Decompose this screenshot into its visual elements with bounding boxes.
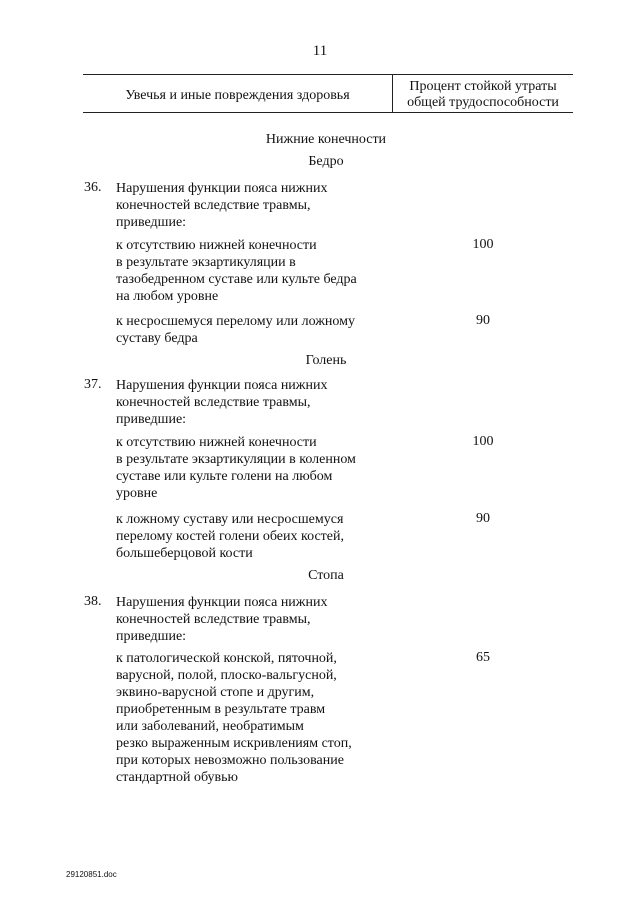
text-line: к отсутствию нижней конечности [116,435,317,450]
item-36-subitem-1 [116,237,396,305]
item-37-subitem-2 [116,511,396,562]
text-line: суставу бедра [116,331,198,346]
text-line: перелому костей голени обеих костей, [116,529,344,544]
text-line: уровне [116,486,158,501]
item-37-subitem-1-percent: 100 [472,434,494,449]
text-line: стандартной обувью [116,770,239,785]
item-37-text [116,377,396,428]
item-number-38: 38. [84,594,102,609]
item-number-37: 37. [84,377,102,392]
text-line: приведшие: [116,412,187,427]
item-36-subitem-2 [116,313,396,347]
item-36-subitem-1-percent: 100 [472,237,494,252]
text-line: к отсутствию нижней конечности [116,238,317,253]
header-percent-line-2: общей трудоспособности [407,95,559,110]
page-number: 11 [312,43,328,59]
text-line: Нарушения функции пояса нижних [116,595,328,610]
text-line: эквино-варусной стопе и другим, [116,685,315,700]
text-line: конечностей вследствие травмы, [116,198,311,213]
text-line: в результате экзартикуляции в [116,255,296,270]
text-line: большеберцовой кости [116,546,253,561]
section-title-shin: Голень [305,353,347,368]
item-38-subitem-1-percent: 65 [476,650,490,665]
footer-filename: 29120851.doc [66,870,117,879]
text-line: конечностей вследствие травмы, [116,612,311,627]
item-37-subitem-1 [116,434,396,502]
item-36-subitem-2-percent: 90 [476,313,490,328]
item-38-subitem-1 [116,650,396,786]
text-line: приобретенным в результате травм [116,702,326,717]
item-37-subitem-2-percent: 90 [476,511,490,526]
text-line: приведшие: [116,215,187,230]
text-line: Нарушения функции пояса нижних [116,378,328,393]
section-title-foot: Стопа [308,568,344,583]
text-line: варусной, полой, плоско-вальгусной, [116,668,337,683]
header-percent-column [393,79,573,111]
text-line: к несросшемуся перелому или ложному [116,314,356,329]
text-line: тазобедренном суставе или культе бедра [116,272,357,287]
header-injuries-column: Увечья и иные повреждения здоровья [125,88,350,103]
part-title: Нижние конечности [265,132,387,147]
header-bottom-rule [83,112,573,113]
header-percent-line-1: Процент стойкой утраты [409,79,557,94]
text-line: резко выраженным искривлениям стоп, [116,736,352,751]
text-line: на любом уровне [116,289,219,304]
text-line: Нарушения функции пояса нижних [116,181,328,196]
section-title-thigh: Бедро [308,154,344,169]
header-top-rule [83,74,573,75]
item-number-36: 36. [84,180,102,195]
text-line: суставе или культе голени на любом [116,469,333,484]
item-36-text [116,180,396,231]
text-line: к патологической конской, пяточной, [116,651,337,666]
text-line: приведшие: [116,629,187,644]
text-line: или заболеваний, необратимым [116,719,304,734]
text-line: при которых невозможно пользование [116,753,344,768]
text-line: к ложному суставу или несросшемуся [116,512,344,527]
item-38-text [116,594,396,645]
text-line: конечностей вследствие травмы, [116,395,311,410]
text-line: в результате экзартикуляции в коленном [116,452,356,467]
